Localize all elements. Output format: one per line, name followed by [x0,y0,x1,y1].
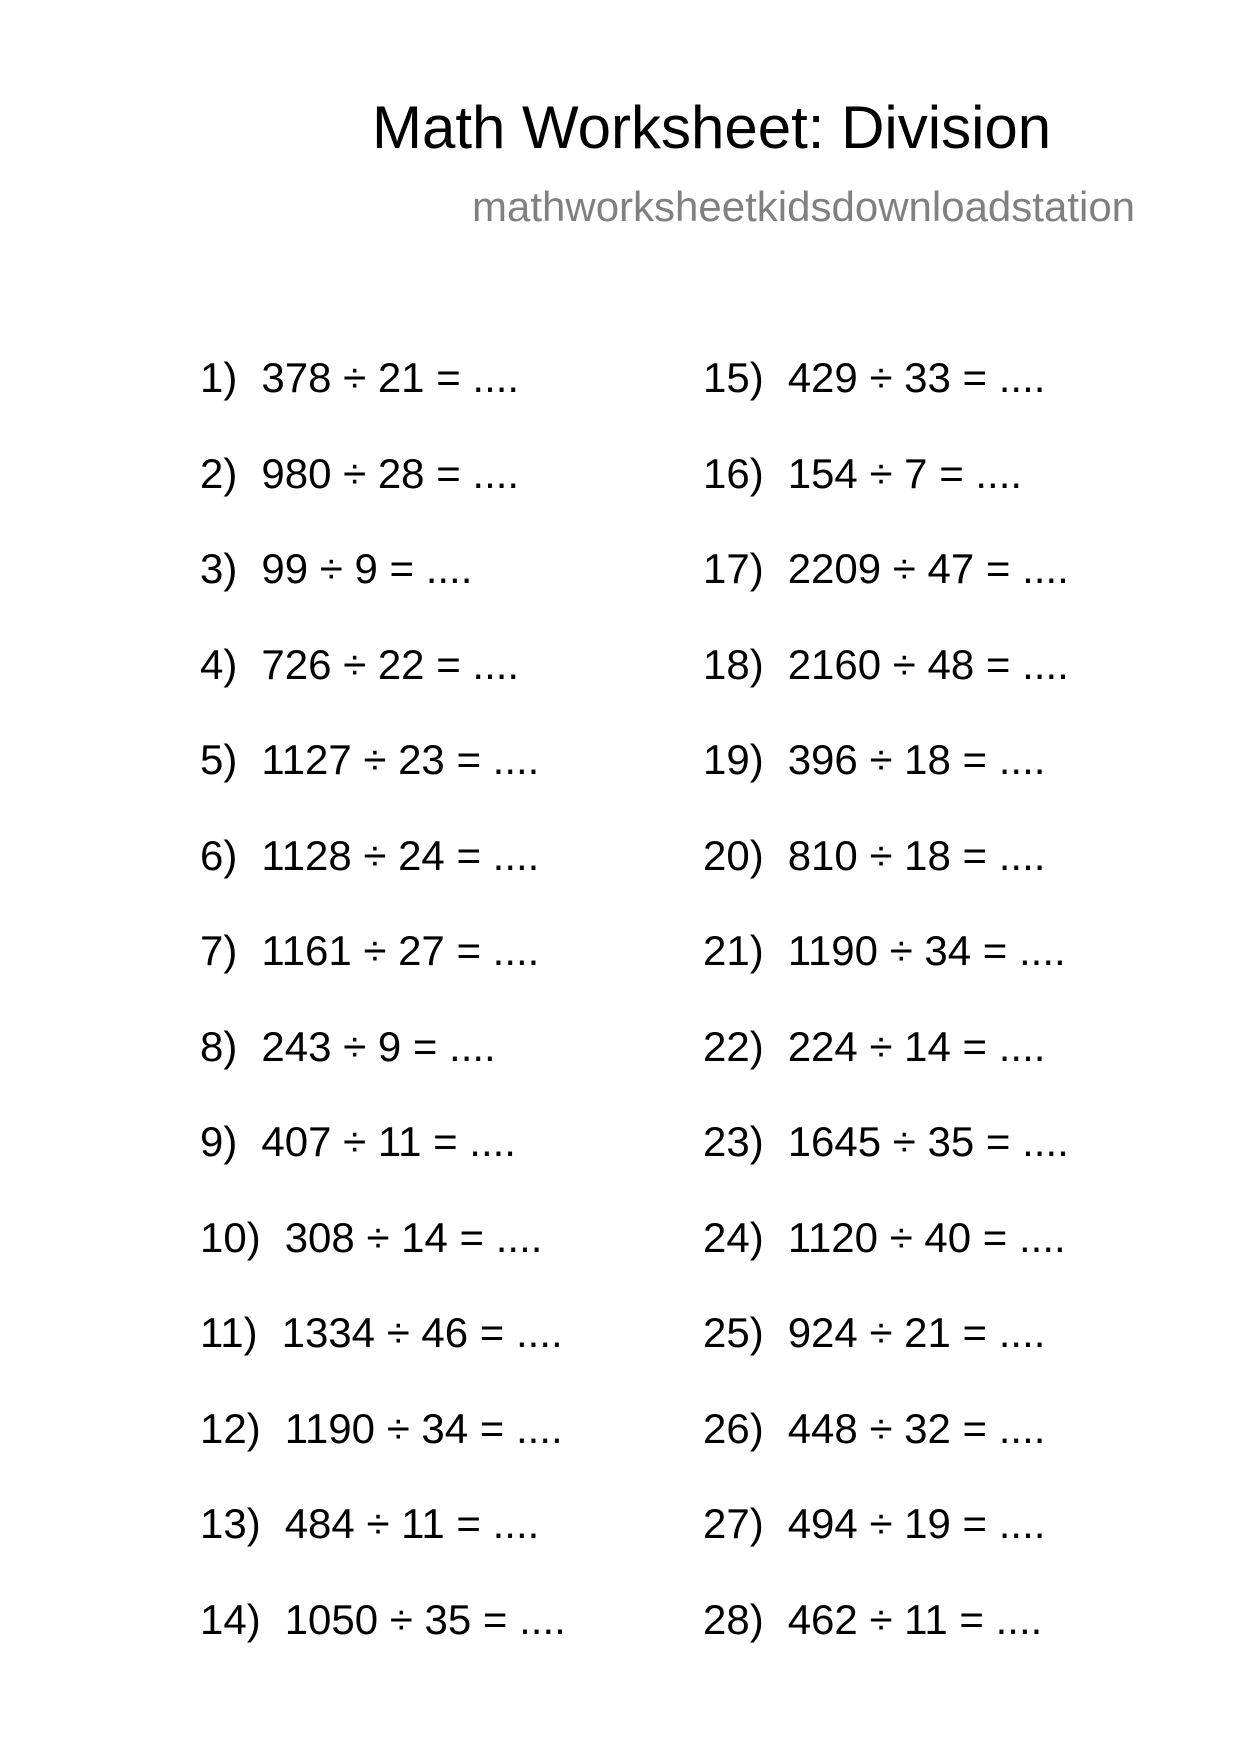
problem-number: 2) [200,449,238,497]
problem-expression: 308 ÷ 14 = .... [284,1213,543,1261]
problem-number: 21) [703,927,764,974]
problem-number: 28) [703,1595,764,1643]
problem-expression: 154 ÷ 7 = .... [787,449,1023,497]
problem-number: 3) [200,545,238,592]
problem-20 [703,831,1069,927]
problem-expression: 484 ÷ 11 = .... [284,1500,540,1547]
problem-expression: 448 ÷ 32 = .... [787,1404,1046,1452]
problem-expression: 1128 ÷ 24 = .... [261,831,540,879]
problem-number: 8) [200,1022,238,1070]
problem-expression: 1050 ÷ 35 = .... [284,1595,566,1643]
problem-number: 11) [200,1309,258,1356]
problem-15 [703,353,1069,449]
problem-expression: 396 ÷ 18 = .... [787,736,1046,783]
problem-21 [703,926,1069,1022]
problem-number: 18) [703,640,764,688]
problem-expression: 378 ÷ 21 = .... [261,354,520,401]
problem-expression: 1127 ÷ 23 = .... [261,736,540,783]
worksheet-subtitle: mathworksheetkidsdownloadstation [472,183,1136,230]
problem-number: 6) [200,831,238,879]
problem-expression: 99 ÷ 9 = .... [261,545,473,592]
problem-number: 26) [703,1404,764,1452]
problem-1 [200,353,566,449]
problem-number: 19) [703,736,764,783]
problem-expression: 1334 ÷ 46 = .... [281,1309,563,1356]
problem-25 [703,1308,1069,1404]
problem-expression: 2209 ÷ 47 = .... [787,545,1069,592]
problem-number: 22) [703,1022,764,1070]
problem-expression: 407 ÷ 11 = .... [261,1118,516,1165]
problem-expression: 1645 ÷ 35 = .... [787,1118,1069,1165]
problem-number: 23) [703,1118,764,1165]
problem-expression: 1120 ÷ 40 = .... [787,1213,1066,1261]
problem-7 [200,926,566,1022]
problem-number: 14) [200,1595,261,1643]
problem-expression: 1161 ÷ 27 = .... [261,927,540,974]
problem-14 [200,1595,566,1691]
problem-17 [703,544,1069,640]
problem-13 [200,1499,566,1595]
problem-expression: 494 ÷ 19 = .... [787,1500,1046,1547]
problem-number: 24) [703,1213,764,1261]
problem-22 [703,1022,1069,1118]
problem-28 [703,1595,1069,1691]
problem-expression: 980 ÷ 28 = .... [261,449,520,497]
problem-number: 20) [703,831,764,879]
problem-number: 25) [703,1309,764,1356]
problem-number: 16) [703,449,764,497]
problem-16 [703,449,1069,545]
problem-24 [703,1213,1069,1309]
problem-number: 15) [703,354,764,401]
problem-expression: 2160 ÷ 48 = .... [787,640,1069,688]
problem-expression: 243 ÷ 9 = .... [261,1022,496,1070]
problem-number: 17) [703,545,764,592]
problem-11 [200,1308,566,1404]
problem-expression: 462 ÷ 11 = .... [787,1595,1043,1643]
problems-left-column [200,353,566,1690]
problem-9 [200,1117,566,1213]
problem-expression: 1190 ÷ 34 = .... [284,1404,563,1452]
problem-number: 5) [200,736,238,783]
problem-23 [703,1117,1069,1213]
problem-number: 4) [200,640,238,688]
problem-number: 9) [200,1118,238,1165]
problem-27 [703,1499,1069,1595]
problem-8 [200,1022,566,1118]
problem-2 [200,449,566,545]
problem-number: 7) [200,927,238,974]
problem-expression: 924 ÷ 21 = .... [787,1309,1046,1356]
problem-expression: 429 ÷ 33 = .... [787,354,1046,401]
problem-number: 10) [200,1213,261,1261]
problem-19 [703,735,1069,831]
problem-number: 13) [200,1500,261,1547]
problems-right-column [703,353,1069,1690]
problem-number: 27) [703,1500,764,1547]
problem-5 [200,735,566,831]
problem-expression: 224 ÷ 14 = .... [787,1022,1046,1070]
problem-expression: 726 ÷ 22 = .... [261,640,520,688]
problem-18 [703,640,1069,736]
problem-10 [200,1213,566,1309]
problem-number: 1) [200,354,238,401]
worksheet-title: Math Worksheet: Division [372,94,1052,161]
problem-6 [200,831,566,927]
problem-number: 12) [200,1404,261,1452]
problem-expression: 810 ÷ 18 = .... [787,831,1046,879]
problem-expression: 1190 ÷ 34 = .... [787,927,1066,974]
problem-12 [200,1404,566,1500]
problem-4 [200,640,566,736]
problem-26 [703,1404,1069,1500]
problem-3 [200,544,566,640]
